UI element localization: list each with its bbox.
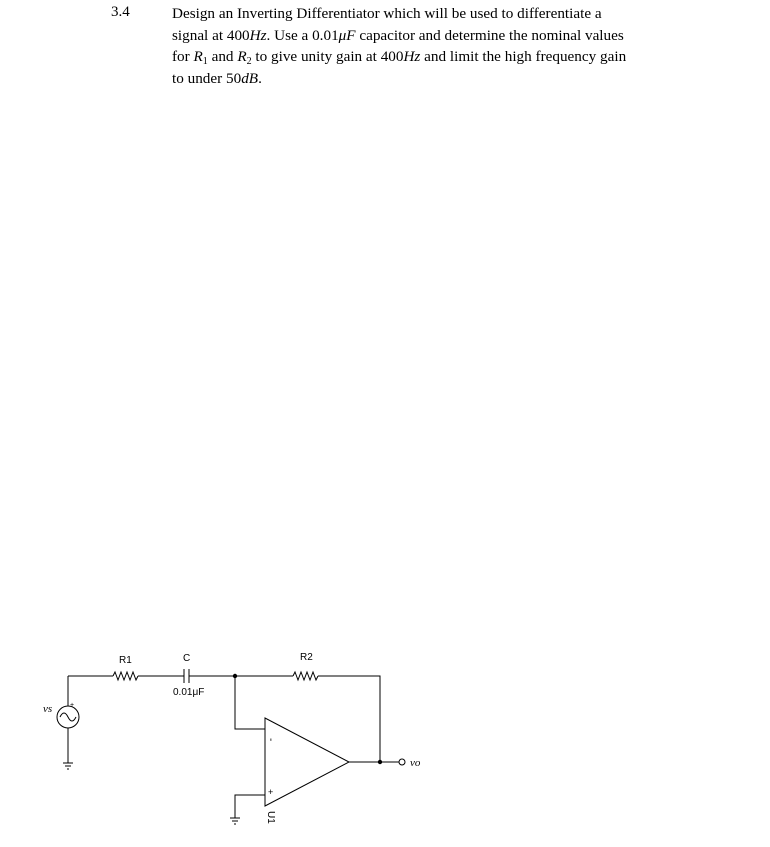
math-value: 400 (226, 26, 250, 44)
resistor-r1 (113, 672, 138, 680)
source-ground-icon (63, 763, 73, 769)
output-label: vo (410, 757, 421, 769)
capacitor-c (184, 669, 189, 683)
math-unit: dB (241, 69, 259, 87)
math-unit: Hz (249, 26, 267, 44)
noninverting-input-sign: + (268, 787, 274, 797)
inverting-input-sign: - (265, 738, 276, 742)
resistor-r2 (293, 672, 318, 680)
question-number: 3.4 (111, 4, 130, 20)
opamp-label: U1 (265, 811, 276, 824)
capacitor-label: C (183, 653, 191, 664)
math-subscript: 2 (246, 56, 252, 67)
math-value: 400 (380, 48, 404, 65)
text-span: Design an Inverting Differentiator which will be used to differentiate a (172, 5, 602, 22)
math-symbol: R (237, 48, 247, 65)
feedback-wire (318, 676, 380, 762)
text-span: signal at (172, 26, 227, 44)
text-span: to under (172, 69, 226, 87)
op-amp (265, 718, 349, 806)
r2-label: R2 (300, 652, 313, 663)
text-span: . (258, 69, 262, 87)
text-span: and limit the high frequency gain (420, 48, 627, 65)
text-span: to give unity gain at (251, 48, 381, 65)
math-unit: Hz (403, 48, 421, 65)
wire (235, 795, 265, 818)
text-span: and (207, 48, 238, 65)
math-unit: μF (338, 26, 356, 44)
svg-text:+: + (70, 702, 75, 709)
source-label: vs (43, 703, 53, 715)
opamp-ground-icon (230, 818, 240, 824)
math-value: 0.01 (312, 26, 339, 44)
output-terminal (399, 759, 405, 765)
output-node (378, 760, 382, 764)
capacitor-value: 0.01μF (173, 687, 205, 698)
math-subscript: 1 (202, 56, 208, 67)
math-symbol: R (193, 48, 203, 65)
text-span: . Use a (266, 26, 313, 44)
r1-label: R1 (119, 655, 132, 666)
wire (235, 676, 265, 729)
text-span: capacitor and determine the nominal values (355, 26, 624, 44)
math-value: 50 (226, 69, 242, 87)
ac-source (57, 676, 79, 763)
text-span: for (172, 48, 194, 65)
